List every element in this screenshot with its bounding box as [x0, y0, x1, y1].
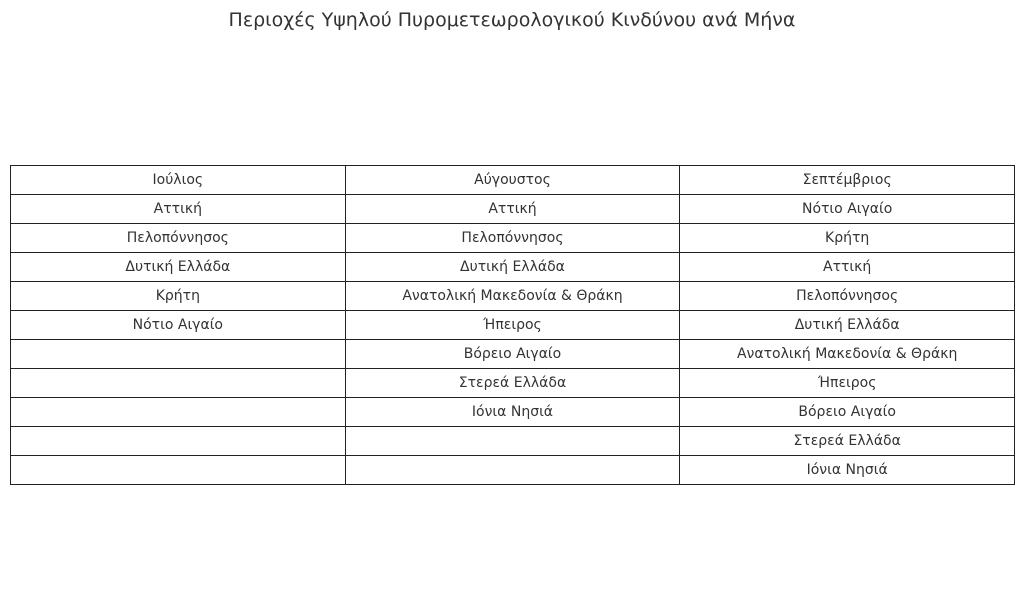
table-cell	[11, 456, 346, 485]
table-cell: Στερεά Ελλάδα	[680, 427, 1015, 456]
table-cell: Ήπειρος	[680, 369, 1015, 398]
table-cell: Πελοπόννησος	[345, 224, 680, 253]
table-cell: Ανατολική Μακεδονία & Θράκη	[680, 340, 1015, 369]
table-cell	[345, 456, 680, 485]
column-header-september: Σεπτέμβριος	[680, 166, 1015, 195]
table-cell: Πελοπόννησος	[11, 224, 346, 253]
table-cell: Ιόνια Νησιά	[680, 456, 1015, 485]
table-cell: Βόρειο Αιγαίο	[680, 398, 1015, 427]
table-row	[11, 195, 1015, 224]
table-row	[11, 311, 1015, 340]
table-cell: Δυτική Ελλάδα	[680, 311, 1015, 340]
table-cell: Αττική	[11, 195, 346, 224]
table-row	[11, 427, 1015, 456]
table-cell: Νότιο Αιγαίο	[11, 311, 346, 340]
table-cell: Ήπειρος	[345, 311, 680, 340]
table-cell: Αττική	[345, 195, 680, 224]
table-cell	[345, 427, 680, 456]
table-row	[11, 224, 1015, 253]
table-cell: Κρήτη	[680, 224, 1015, 253]
table-cell	[11, 369, 346, 398]
table-cell: Πελοπόννησος	[680, 282, 1015, 311]
table-row	[11, 340, 1015, 369]
table-row	[11, 253, 1015, 282]
table-row	[11, 398, 1015, 427]
table-cell: Δυτική Ελλάδα	[11, 253, 346, 282]
table-row	[11, 369, 1015, 398]
table-cell: Αττική	[680, 253, 1015, 282]
region-table	[10, 165, 1015, 485]
table-cell: Βόρειο Αιγαίο	[345, 340, 680, 369]
table-cell: Στερεά Ελλάδα	[345, 369, 680, 398]
chart-title: Περιοχές Υψηλού Πυρομετεωρολογικού Κινδύνου ανά Μήνα	[228, 9, 796, 31]
table-cell: Ιόνια Νησιά	[345, 398, 680, 427]
table-cell: Δυτική Ελλάδα	[345, 253, 680, 282]
column-header-july: Ιούλιος	[11, 166, 346, 195]
column-header-august: Αύγουστος	[345, 166, 680, 195]
header-row	[11, 166, 1015, 195]
table-row	[11, 456, 1015, 485]
table-cell	[11, 398, 346, 427]
table-cell	[11, 340, 346, 369]
table-cell: Ανατολική Μακεδονία & Θράκη	[345, 282, 680, 311]
table-row	[11, 282, 1015, 311]
table-cell	[11, 427, 346, 456]
table-cell: Κρήτη	[11, 282, 346, 311]
table-cell: Νότιο Αιγαίο	[680, 195, 1015, 224]
